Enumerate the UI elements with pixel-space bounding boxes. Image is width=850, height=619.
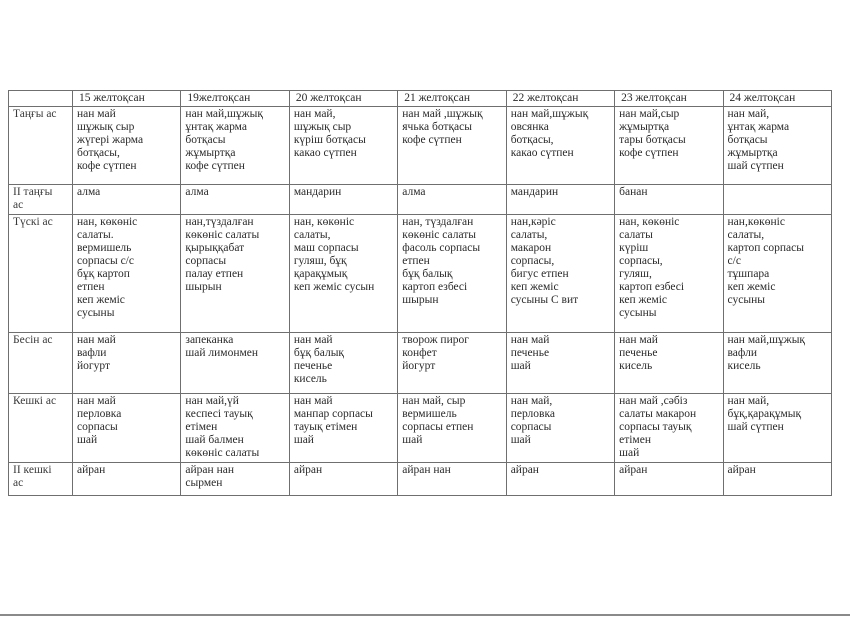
meal-cell: айран нан сырмен [181, 463, 289, 496]
meal-cell: алма [398, 185, 506, 215]
meal-cell: банан [615, 185, 723, 215]
table-row-lunch [9, 215, 832, 333]
meal-cell: нан май манпар сорпасы тауық етімен шай [289, 394, 397, 463]
meal-cell: нан май бұқ балық печенье кисель [289, 333, 397, 394]
meal-cell: нан май, шұжық сыр күріш ботқасы какао сүтпен [289, 107, 397, 185]
meal-cell: нан май перловка сорпасы шай [73, 394, 181, 463]
meal-cell: алма [181, 185, 289, 215]
row-label-afternoon-snack: Бесін ас [9, 333, 73, 394]
meal-plan-table [8, 90, 832, 496]
table-row-afternoon-snack [9, 333, 832, 394]
meal-cell: айран [506, 463, 614, 496]
page-bottom-divider [0, 614, 850, 616]
meal-cell: творож пирог конфет йогурт [398, 333, 506, 394]
meal-cell: нан май печенье шай [506, 333, 614, 394]
meal-cell: нан май, перловка сорпасы шай [506, 394, 614, 463]
meal-cell: нан май,шұжық ұнтақ жарма ботқасы жұмыртқа кофе сүтпен [181, 107, 289, 185]
meal-cell: нан май шұжық сыр жүгері жарма ботқасы, кофе сүтпен [73, 107, 181, 185]
day-header-7: 24 желтоқсан [723, 91, 831, 107]
meal-cell: нан май печенье кисель [615, 333, 723, 394]
day-header-4: 21 желтоқсан [398, 91, 506, 107]
meal-cell: айран [289, 463, 397, 496]
meal-cell: нан май, ұнтақ жарма ботқасы жұмыртқа шай сүтпен [723, 107, 831, 185]
row-label-breakfast: Таңғы ас [9, 107, 73, 185]
day-header-5: 22 желтоқсан [506, 91, 614, 107]
table-row-breakfast [9, 107, 832, 185]
meal-cell: нан, түздалған көкөніс салаты фасоль сорпасы етпен бұқ балық картоп езбесі шырын [398, 215, 506, 333]
meal-cell: нан май вафли йогурт [73, 333, 181, 394]
meal-cell: айран [73, 463, 181, 496]
day-header-1: 15 желтоқсан [73, 91, 181, 107]
meal-cell: нан, көкөніс салаты. вермишель сорпасы с/с бұқ картоп етпен кеп жеміс сусыны [73, 215, 181, 333]
meal-cell: нан май, сыр вермишель сорпасы етпен шай [398, 394, 506, 463]
meal-cell: алма [73, 185, 181, 215]
meal-cell: запеканка шай лимонмен [181, 333, 289, 394]
meal-cell: нан май,шұжық овсянка ботқасы, какао сүтпен [506, 107, 614, 185]
meal-cell: нан май, бұқ,қарақұмық шай сүтпен [723, 394, 831, 463]
meal-cell: нан, көкөніс салаты күріш сорпасы, гуляш, картоп езбесі кеп жеміс сусыны [615, 215, 723, 333]
meal-cell: нан май,үй кеспесі тауық етімен шай балмен көкөніс салаты [181, 394, 289, 463]
meal-cell: нан май,шұжық вафли кисель [723, 333, 831, 394]
meal-cell: нан,көкөніс салаты, картоп сорпасы с/с тұшпара кеп жеміс сусыны [723, 215, 831, 333]
table-row-dinner [9, 394, 832, 463]
row-label-second-dinner: ІІ кешкі ас [9, 463, 73, 496]
corner-cell [9, 91, 73, 107]
day-header-2: 19желтоқсан [181, 91, 289, 107]
row-label-lunch: Түскі ас [9, 215, 73, 333]
table-row-second-dinner [9, 463, 832, 496]
row-label-dinner: Кешкі ас [9, 394, 73, 463]
meal-cell: нан, көкөніс салаты, маш сорпасы гуляш, бұқ қарақұмық кеп жеміс сусын [289, 215, 397, 333]
meal-cell: нан май,сыр жұмыртқа тары ботқасы кофе сүтпен [615, 107, 723, 185]
meal-cell: мандарин [506, 185, 614, 215]
meal-cell: айран [723, 463, 831, 496]
meal-cell: мандарин [289, 185, 397, 215]
meal-cell: нан май ,шұжық ячька ботқасы кофе сүтпен [398, 107, 506, 185]
meal-cell: нан,түздалған көкөніс салаты қырыққабат сорпасы палау етпен шырын [181, 215, 289, 333]
meal-cell: нан май ,сәбіз салаты макарон сорпасы тауық етімен шай [615, 394, 723, 463]
meal-cell: айран нан [398, 463, 506, 496]
meal-cell: нан,кәріс салаты, макарон сорпасы, бигус етпен кеп жеміс сусыны С вит [506, 215, 614, 333]
table-row-second-breakfast [9, 185, 832, 215]
header-row [9, 91, 832, 107]
meal-cell [723, 185, 831, 215]
day-header-6: 23 желтоқсан [615, 91, 723, 107]
row-label-second-breakfast: ІІ таңғы ас [9, 185, 73, 215]
day-header-3: 20 желтоқсан [289, 91, 397, 107]
meal-cell: айран [615, 463, 723, 496]
